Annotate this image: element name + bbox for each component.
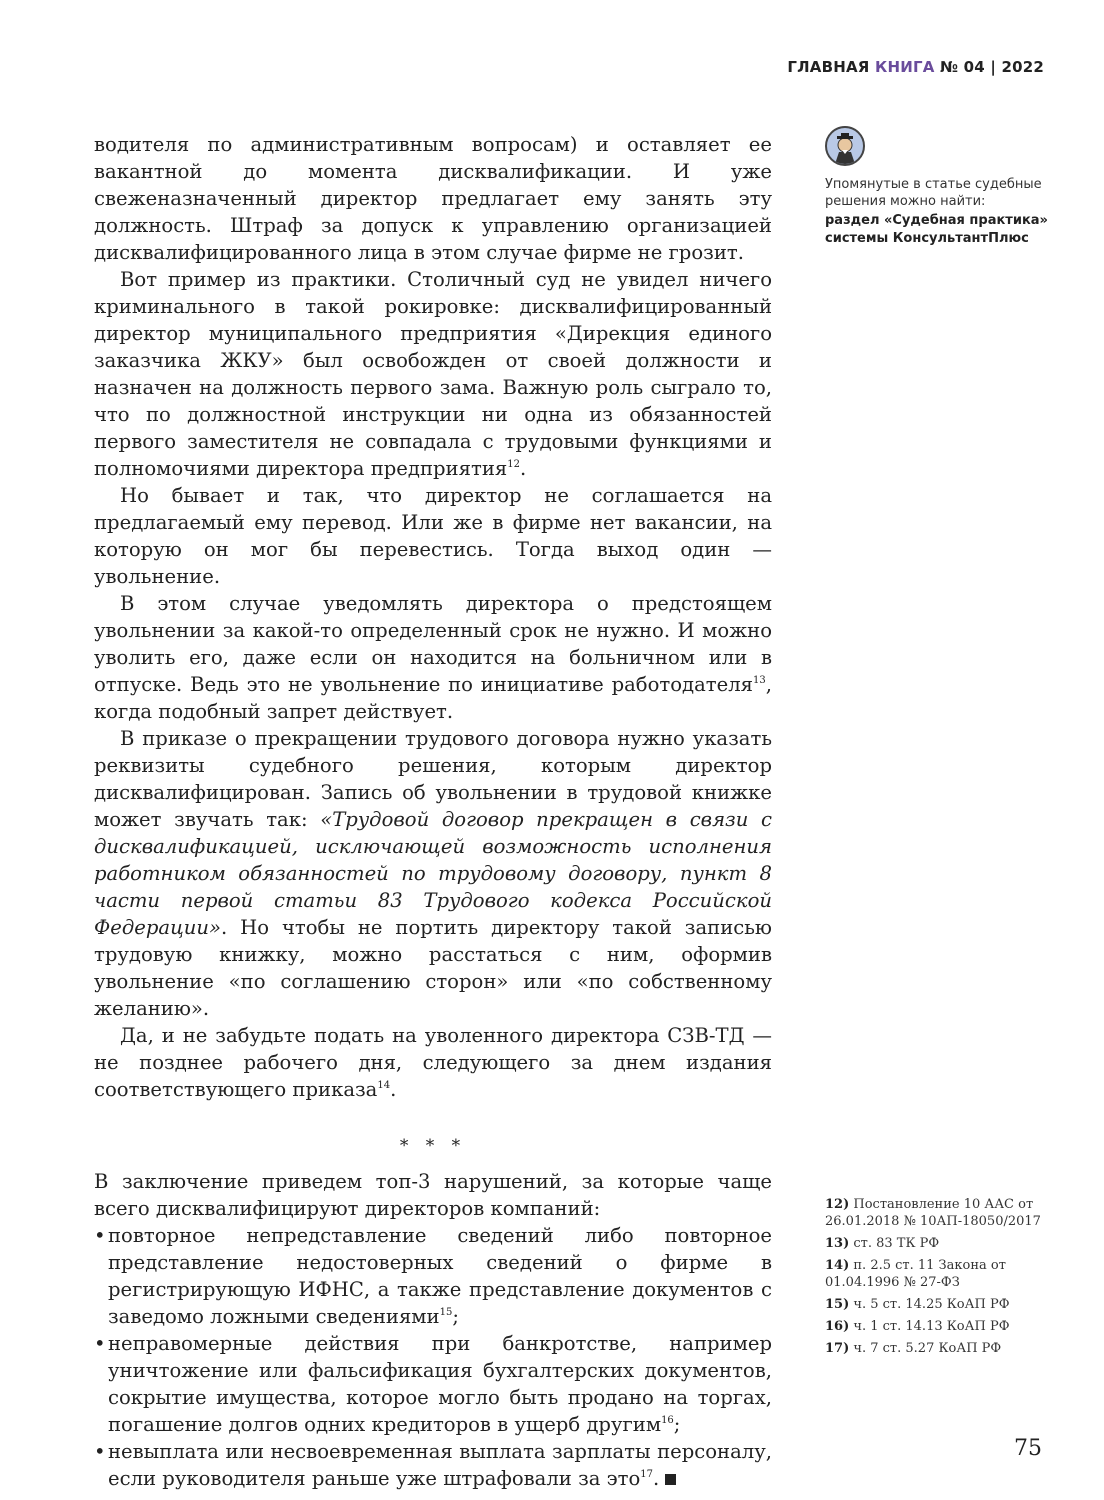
record-quote: «Трудовой договор прекращен в связи с дисквалификацией, исключающей возможность исполнения работником обязанностей по трудовому договору, пункт 8 части первой статьи 83 Трудового кодекса Российской Федерации»	[94, 808, 772, 939]
violations-list	[94, 1222, 772, 1492]
paragraph-5-text-end: . Но чтобы не портить директору такой записью трудовую книжку, можно расстаться с ним, оформив увольнение «по соглашению сторон» или «по собственному желанию».	[94, 916, 772, 1020]
paragraph-2-text: Вот пример из практики. Столичный суд не увидел ничего криминального в такой рокировке: дисквалифицированный директор муниципального предприятия «Дирекция единого заказчика ЖКУ» был освобожден от своей должности и назначен на должность первого зама. Важную роль сыграло то, что по должностной инструкции ни одна из обязанностей первого заместителя не совпадала с трудовыми функциями и полномочиями директора предприятия	[94, 268, 772, 480]
footnote-ref-16: 16	[661, 1415, 674, 1426]
article-body	[94, 131, 772, 1492]
conclusion-intro: В заключение приведем топ-3 нарушений, за которые чаще всего дисквалифицируют директоров компаний:	[94, 1170, 772, 1220]
footnote-14	[825, 1257, 1055, 1291]
list-item-end: ;	[452, 1305, 459, 1328]
footnote-text: ч. 1 ст. 14.13 КоАП РФ	[853, 1319, 1010, 1334]
list-item-text: неправомерные действия при банкротстве, например уничтожение или фальсификация бухгалтерских документов, сокрытие имущества, которое могло быть продано на торгах, погашение долгов одних кредиторов в ущерб другим	[108, 1332, 772, 1436]
footnote-ref-17: 17	[640, 1469, 654, 1480]
footnote-ref-13: 13	[753, 675, 766, 686]
list-item-end: ;	[673, 1413, 681, 1436]
paragraph-3: Но бывает и так, что директор не соглашается на предлагаемый ему перевод. Или же в фирме нет вакансии, на которую он мог бы перевестись. Тогда выход один — увольнение.	[94, 484, 772, 588]
footnote-ref-15: 15	[439, 1307, 453, 1318]
list-item	[94, 1222, 772, 1330]
footnote-12	[825, 1196, 1055, 1230]
section-divider: * * *	[399, 1136, 467, 1156]
footnote-number: 14)	[825, 1258, 850, 1273]
paragraph-4	[94, 590, 772, 725]
footnote-text: Постановление 10 ААС от 26.01.2018 № 10АП-18050/2017	[825, 1197, 1041, 1229]
footnote-number: 15)	[825, 1297, 850, 1312]
judge-avatar-icon	[825, 126, 865, 166]
footnote-number: 12)	[825, 1197, 850, 1212]
list-item	[94, 1330, 772, 1438]
footnote-ref-12: 12	[507, 459, 520, 470]
footnote-text: ч. 7 ст. 5.27 КоАП РФ	[853, 1341, 1002, 1356]
footnote-number: 13)	[825, 1236, 850, 1251]
paragraph-1: водителя по административным вопросам) и оставляет ее вакантной до момента дисквалификации. И уже свеженазначенный директор предлагает ему занять эту должность. Штраф за допуск к управлению организацией дисквалифицированного лица в этом случае фирме не грозит.	[94, 133, 772, 264]
footnote-ref-14: 14	[377, 1080, 391, 1091]
running-header	[787, 58, 1044, 76]
sidebar-note-text: Упомянутые в статье судебные решения можно найти:	[825, 177, 1042, 209]
footnote-16	[825, 1318, 1055, 1335]
footnote-17	[825, 1340, 1055, 1357]
footnote-13	[825, 1235, 1055, 1252]
sidebar-note	[825, 126, 1050, 248]
footnote-15	[825, 1296, 1055, 1313]
header-issue: № 04 | 2022	[939, 58, 1044, 76]
paragraph-4-text: В этом случае уведомлять директора о предстоящем увольнении за какой-то определенный срок не нужно. И можно уволить его, даже если он находится на больничном или в отпуске. Ведь это не увольнение по инициативе работодателя	[94, 592, 772, 696]
paragraph-2	[94, 266, 772, 482]
list-item-text: повторное непредставление сведений либо повторное представление недостоверных сведений о фирме в регистрирующую ИФНС, а также представление документов с заведомо ложными сведениями	[108, 1224, 772, 1328]
footnote-number: 17)	[825, 1341, 850, 1356]
footnotes	[825, 1196, 1055, 1362]
paragraph-6	[94, 1022, 772, 1103]
header-title: ГЛАВНАЯ	[787, 58, 870, 76]
paragraph-2-end: .	[519, 457, 527, 480]
footnote-text: ч. 5 ст. 14.25 КоАП РФ	[853, 1297, 1010, 1312]
footnote-text: ст. 83 ТК РФ	[853, 1236, 940, 1251]
footnote-number: 16)	[825, 1319, 850, 1334]
paragraph-5	[94, 725, 772, 1022]
sidebar-note-source: раздел «Судебная практика» системы КонсультантПлюс	[825, 213, 1048, 246]
footnote-text: п. 2.5 ст. 11 Закона от 01.04.1996 № 27-ФЗ	[825, 1258, 1006, 1290]
list-item-end: .	[653, 1467, 660, 1490]
page-number: 75	[1014, 1436, 1042, 1461]
paragraph-4-text-end: , когда подобный запрет действует.	[94, 673, 772, 723]
paragraph-6-text: Да, и не забудьте подать на уволенного директора СЗВ-ТД — не позднее рабочего дня, следующего за днем издания соответствующего приказа	[94, 1024, 772, 1101]
paragraph-5-text: В приказе о прекращении трудового договора нужно указать реквизиты судебного решения, которым директор дисквалифицирован. Запись об увольнении в трудовой книжке может звучать так:	[94, 727, 772, 831]
list-item-text: невыплата или несвоевременная выплата зарплаты персоналу, если руководителя раньше уже штрафовали за это	[108, 1440, 772, 1490]
paragraph-6-end: .	[390, 1078, 397, 1101]
end-of-article-mark	[665, 1474, 676, 1485]
list-item	[94, 1438, 772, 1492]
header-title-accent: КНИГА	[875, 58, 935, 76]
